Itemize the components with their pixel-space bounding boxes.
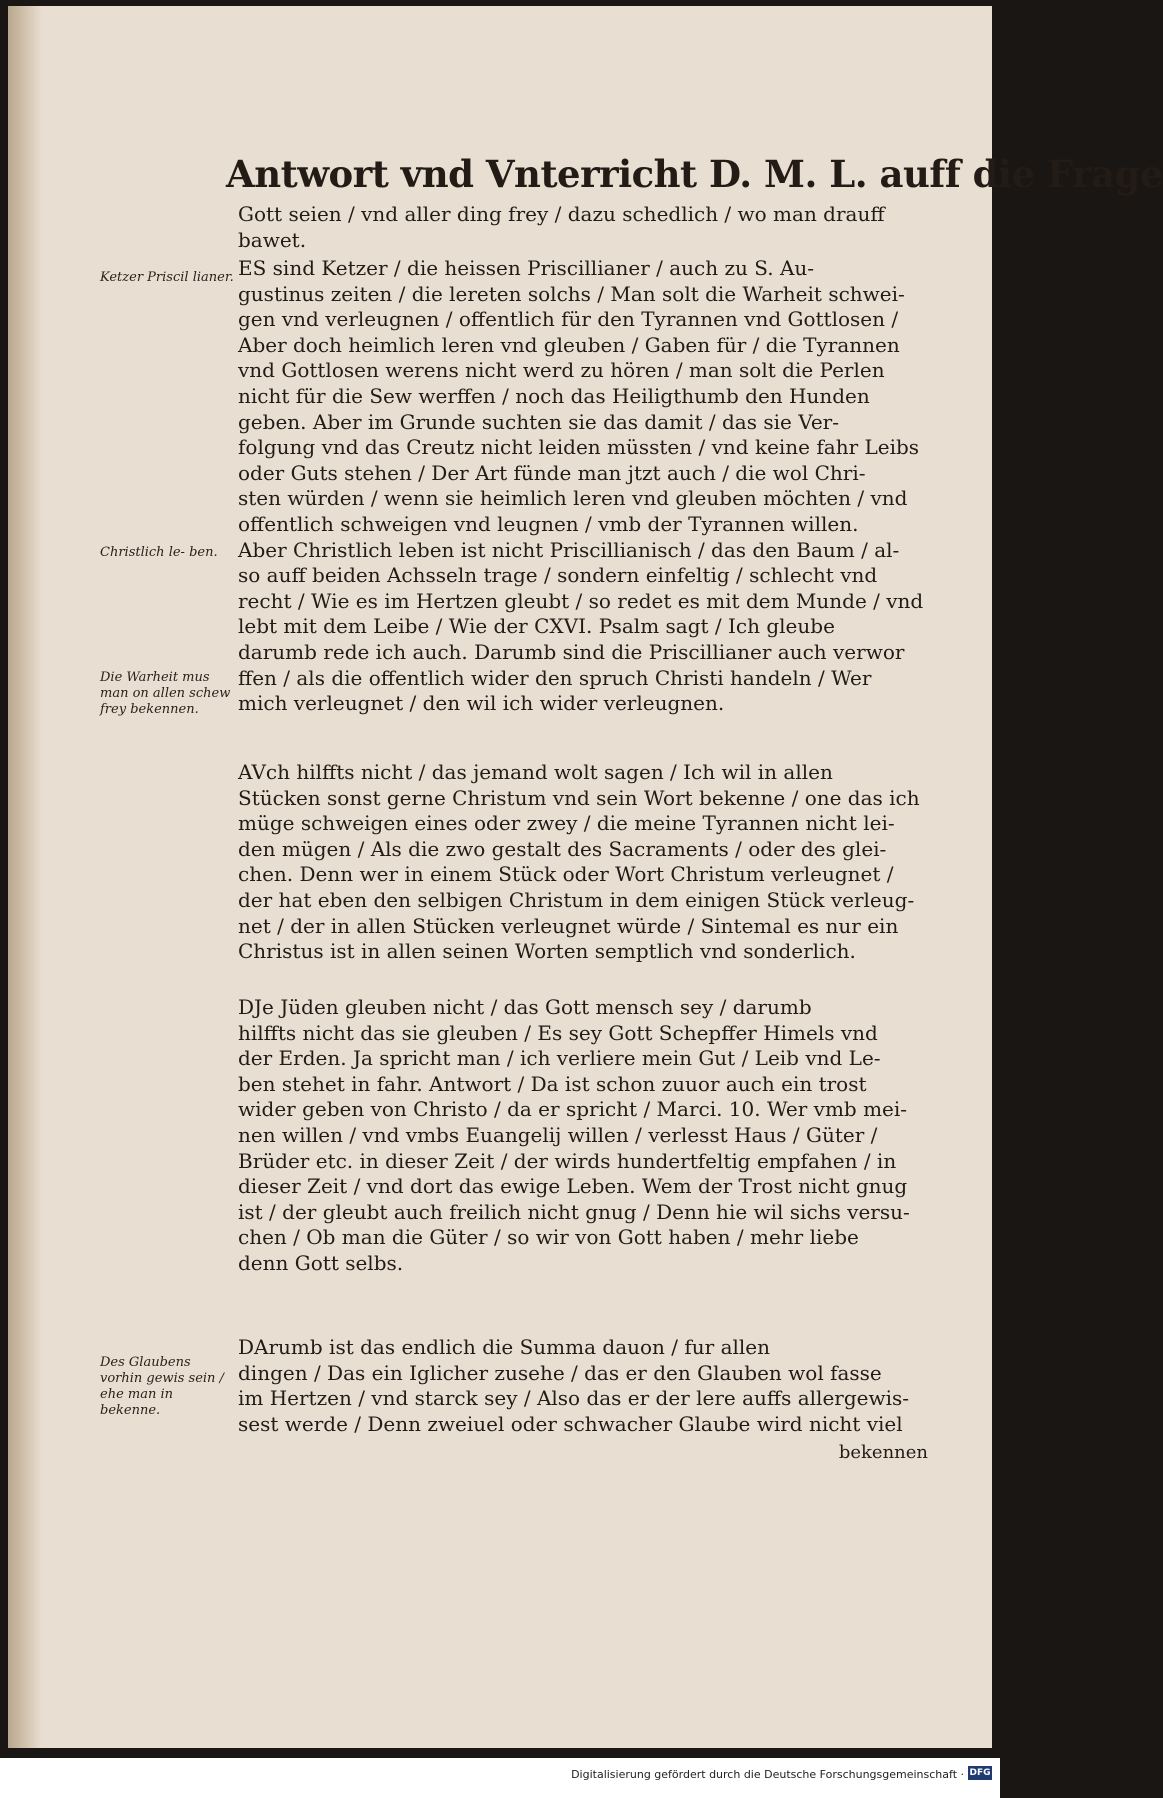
- book-spine: [8, 6, 42, 1748]
- text-line: ist / der gleubt auch freilich nicht gnug / Denn hie wil sichs versu-: [238, 1199, 910, 1224]
- text-line: Christus ist in allen seinen Worten semptlich vnd sonderlich.: [238, 939, 856, 964]
- text-line: offentlich schweigen vnd leugnen / vmb der Tyrannen willen.: [238, 511, 859, 536]
- paragraph-3: [238, 760, 928, 965]
- text-line: dingen / Das ein Iglicher zusehe / das er den Glauben wol fasse: [238, 1360, 882, 1385]
- text-line: gen vnd verleugnen / offentlich für den Tyrannen vnd Gottlosen /: [238, 307, 899, 332]
- text-line: Aber doch heimlich leren vnd gleuben / Gaben für / die Tyrannen: [238, 332, 900, 357]
- paragraph-2: [238, 256, 928, 717]
- text-line: ES sind Ketzer / die heissen Priscillianer / auch zu S. Au-: [238, 256, 815, 280]
- text-line: AVch hilffts nicht / das jemand wolt sagen / Ich wil in allen: [238, 760, 833, 784]
- text-line: ffen / als die offentlich wider den spruch Christi handeln / Wer: [238, 665, 872, 690]
- margin-note-1: Ketzer Priscil lianer.: [100, 270, 234, 285]
- footer-credit: Digitalisierung gefördert durch die Deutsche Forschungsgemeinschaft ·: [571, 1768, 964, 1781]
- paragraph-4: [238, 995, 928, 1277]
- text-line: recht / Wie es im Hertzen gleubt / so redet es mit dem Munde / vnd: [238, 588, 924, 613]
- text-line: denn Gott selbs.: [238, 1250, 404, 1275]
- text-line: gustinus zeiten / die lereten solchs / Man solt die Warheit schwei-: [238, 281, 905, 306]
- text-line: darumb rede ich auch. Darumb sind die Priscillianer auch verwor: [238, 639, 905, 664]
- text-line: folgung vnd das Creutz nicht leiden müssten / vnd keine fahr Leibs: [238, 435, 920, 460]
- text-line: oder Guts stehen / Der Art fünde man jtzt auch / die wol Chri-: [238, 460, 866, 485]
- text-line: Aber Christlich leben ist nicht Priscillianisch / das den Baum / al-: [238, 537, 900, 562]
- text-line: müge schweigen eines oder zwey / die meine Tyrannen nicht lei-: [238, 811, 895, 836]
- text-line: sest werde / Denn zweiuel oder schwacher Glaube wird nicht viel: [238, 1411, 903, 1436]
- text-line: hilffts nicht das sie gleuben / Es sey Gott Schepffer Himels vnd: [238, 1020, 878, 1045]
- text-line: dieser Zeit / vnd dort das ewige Leben. Wem der Trost nicht gnug: [238, 1174, 908, 1199]
- text-line: DJe Jüden gleuben nicht / das Gott mensch sey / darumb: [238, 995, 812, 1019]
- margin-note-3: Die Warheit mus man on allen schew frey bekennen.: [100, 670, 231, 717]
- text-line: lebt mit dem Leibe / Wie der CXVI. Psalm sagt / Ich gleube: [238, 614, 835, 639]
- paragraph-1: [238, 202, 928, 253]
- text-line: Brüder etc. in dieser Zeit / der wirds hundertfeltig empfahen / in: [238, 1148, 897, 1173]
- text-line: chen. Denn wer in einem Stück oder Wort Christum verleugnet /: [238, 862, 894, 887]
- paragraph-5: [238, 1335, 928, 1437]
- page-header: Antwort vnd Vnterricht D. M. L. auff die Frage: [226, 152, 1163, 196]
- text-line: den mügen / Als die zwo gestalt des Sacraments / oder des glei-: [238, 836, 887, 861]
- text-line: net / der in allen Stücken verleugnet würde / Sintemal es nur ein: [238, 913, 899, 938]
- catchword: [238, 1440, 928, 1466]
- text-line: sten würden / wenn sie heimlich leren vnd gleuben möchten / vnd: [238, 486, 908, 511]
- text-line: Stücken sonst gerne Christum vnd sein Wort bekenne / one das ich: [238, 785, 920, 810]
- text-line: ben stehet in fahr. Antwort / Da ist schon zuuor auch ein trost: [238, 1071, 867, 1096]
- text-line: so auff beiden Achsseln trage / sondern einfeltig / schlecht vnd: [238, 563, 878, 588]
- text-line: wider geben von Christo / da er spricht / Marci. 10. Wer vmb mei-: [238, 1097, 908, 1122]
- margin-note-2: Christlich le- ben.: [100, 545, 218, 560]
- text-line: der Erden. Ja spricht man / ich verliere mein Gut / Leib vnd Le-: [238, 1046, 881, 1071]
- text-line: mich verleugnet / den wil ich wider verleugnen.: [238, 691, 725, 716]
- text-line: Gott seien / vnd aller ding frey / dazu schedlich / wo man drauff: [238, 202, 885, 226]
- text-line: geben. Aber im Grunde suchten sie das damit / das sie Ver-: [238, 409, 839, 434]
- text-line: chen / Ob man die Güter / so wir von Gott haben / mehr liebe: [238, 1225, 859, 1250]
- catchword-text: bekennen: [838, 1442, 928, 1463]
- text-line: nen willen / vnd vmbs Euangelij willen / verlesst Haus / Güter /: [238, 1122, 878, 1147]
- text-line: nicht für die Sew werffen / noch das Heiligthumb den Hunden: [238, 383, 870, 408]
- text-line: im Hertzen / vnd starck sey / Also das er der lere auffs allergewis-: [238, 1386, 910, 1411]
- footer-bar: [0, 1758, 1000, 1798]
- text-line: bawet.: [238, 227, 307, 252]
- text-line: der hat eben den selbigen Christum in dem einigen Stück verleug-: [238, 887, 915, 912]
- text-line: DArumb ist das endlich die Summa dauon / fur allen: [238, 1335, 771, 1359]
- margin-note-4: Des Glaubens vorhin gewis sein / ehe man in bekenne.: [100, 1355, 224, 1418]
- text-line: vnd Gottlosen werens nicht werd zu hören / man solt die Perlen: [238, 358, 885, 383]
- dfg-logo-icon: DFG: [969, 1768, 991, 1778]
